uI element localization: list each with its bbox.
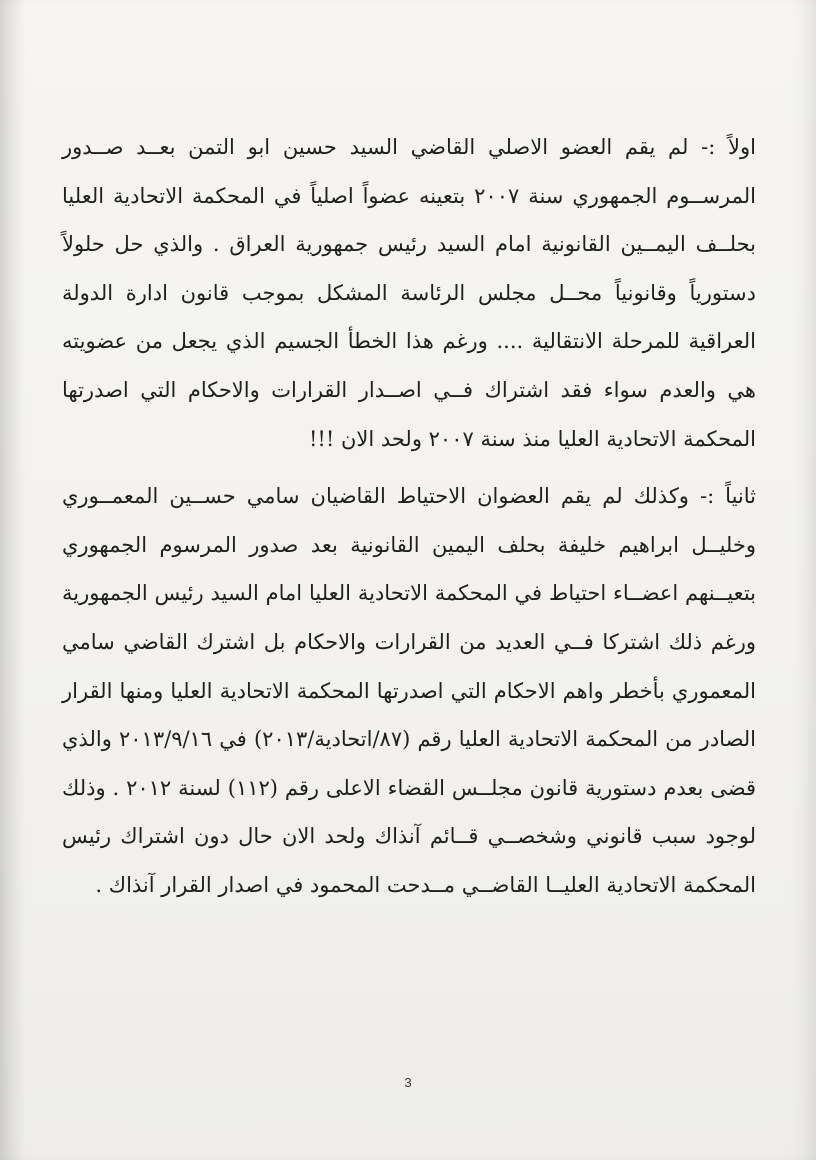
page-number: 3 — [404, 1075, 412, 1090]
page-edge-shadow — [0, 0, 26, 1160]
paragraph-first: اولاً :- لم يقم العضو الاصلي القاضي السيد حسين ابو التمن بعــد صــدور المرســوم الجمهوري سنة ٢٠٠٧ بتعينه عضواً اصلياً في المحكمة الاتحادية العليا بحلــف اليمــين القانونية امام السيد رئيس جمهورية العراق . والذي حل حلولاً دستورياً وقانونياً محــل مجلس الرئاسة المشكل بموجب قانون ادارة الدولة العراقية للمرحلة الانتقالية .... ورغم هذا الخطأ الجسيم الذي يجعل من عضويته هي والعدم سواء فقد اشتراك فــي اصــدار القرارات والاحكام التي اصدرتها المحكمة الاتحادية العليا منذ سنة ٢٠٠٧ ولحد الان !!! — [62, 135, 756, 451]
document-body — [62, 123, 756, 910]
paragraph-second: ثانياً :- وكذلك لم يقم العضوان الاحتياط القاضيان سامي حســين المعمــوري وخليــل ابراهيم خليفة بحلف اليمين القانونية بعد صدور المرسوم الجمهوري بتعيــنهم اعضــاء احتياط في المحكمة الاتحادية العليا امام السيد رئيس الجمهورية ورغم ذلك اشتركا فــي العديد من القرارات والاحكام بل اشترك القاضي سامي المعموري بأخطر واهم الاحكام التي اصدرتها المحكمة الاتحادية العليا ومنها القرار الصادر من المحكمة الاتحادية العليا رقم (٨٧/اتحادية/٢٠١٣) في ٢٠١٣/٩/١٦ والذي قضى بعدم دستورية قانون مجلــس القضاء الاعلى رقم (١١٢) لسنة ٢٠١٢ . وذلك لوجود سبب قانوني وشخصــي قــائم آنذاك ولحد الان حال دون اشتراك رئيس المحكمة الاتحادية العليــا القاضــي مــدحت المحمود في اصدار القرار آنذاك . — [62, 484, 757, 897]
